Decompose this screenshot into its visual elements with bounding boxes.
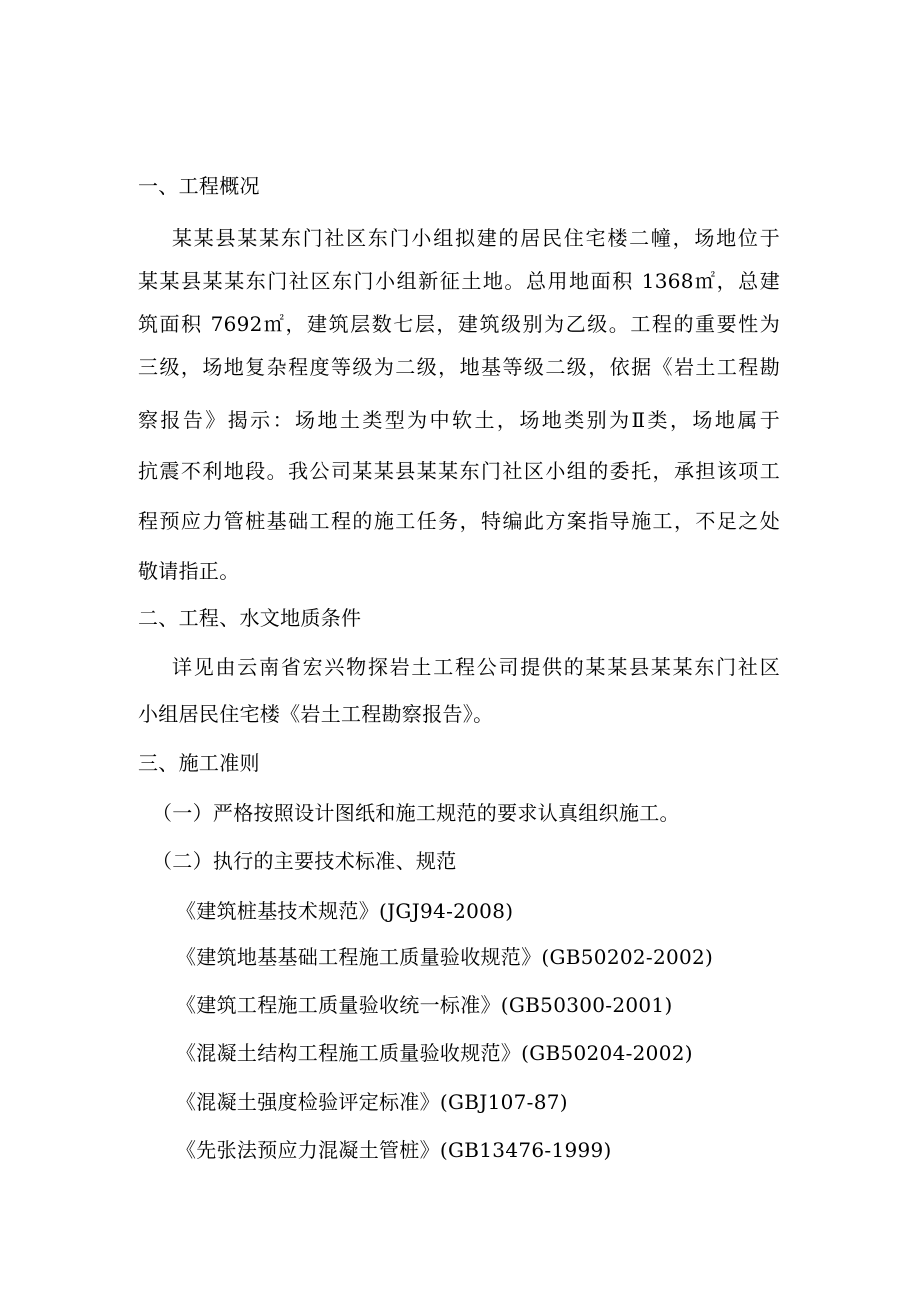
section-3-item-1: （一）严格按照设计图纸和施工规范的要求认真组织施工。 [152,801,680,825]
section-1-line-1: 某某县某某东门社区东门小组拟建的居民住宅楼二幢，场地位于 [172,226,780,250]
standard-item-5: 《混凝土强度检验评定标准》(GBJ107-87) [176,1090,568,1114]
standard-item-4: 《混凝土结构工程施工质量验收规范》(GB50204-2002) [176,1041,693,1065]
section-1-heading: 一、工程概况 [138,174,260,198]
section-2-heading: 二、工程、水文地质条件 [138,606,362,630]
standard-item-6: 《先张法预应力混凝土管桩》(GB13476-1999) [176,1138,612,1162]
section-1-line-3: 筑面积 7692㎡，建筑层数七层，建筑级别为乙级。工程的重要性为 [138,312,780,336]
section-1-line-4: 三级，场地复杂程度等级为二级，地基等级二级，依据《岩土工程勘 [138,355,780,379]
section-3-heading: 三、施工准则 [138,751,260,775]
section-2-line-2: 小组居民住宅楼《岩土工程勘察报告》。 [138,702,494,726]
section-2-line-1: 详见由云南省宏兴物探岩土工程公司提供的某某县某某东门社区 [172,655,780,679]
standard-item-1: 《建筑桩基技术规范》(JGJ94-2008) [176,899,514,923]
section-1-line-8: 敬请指正。 [138,559,240,583]
section-1-line-7: 程预应力管桩基础工程的施工任务，特编此方案指导施工，不足之处 [138,509,780,533]
standard-item-2: 《建筑地基基础工程施工质量验收规范》(GB50202-2002) [176,945,714,969]
section-3-item-2: （二）执行的主要技术标准、规范 [152,849,457,873]
section-1-line-5: 察报告》揭示：场地土类型为中软土，场地类别为Ⅱ类，场地属于 [138,408,780,432]
section-1-line-6: 抗震不利地段。我公司某某县某某东门社区小组的委托，承担该项工 [138,459,780,483]
section-1-line-2: 某某县某某东门社区东门小组新征土地。总用地面积 1368㎡，总建 [138,269,780,293]
standard-item-3: 《建筑工程施工质量验收统一标准》(GB50300-2001) [176,993,673,1017]
